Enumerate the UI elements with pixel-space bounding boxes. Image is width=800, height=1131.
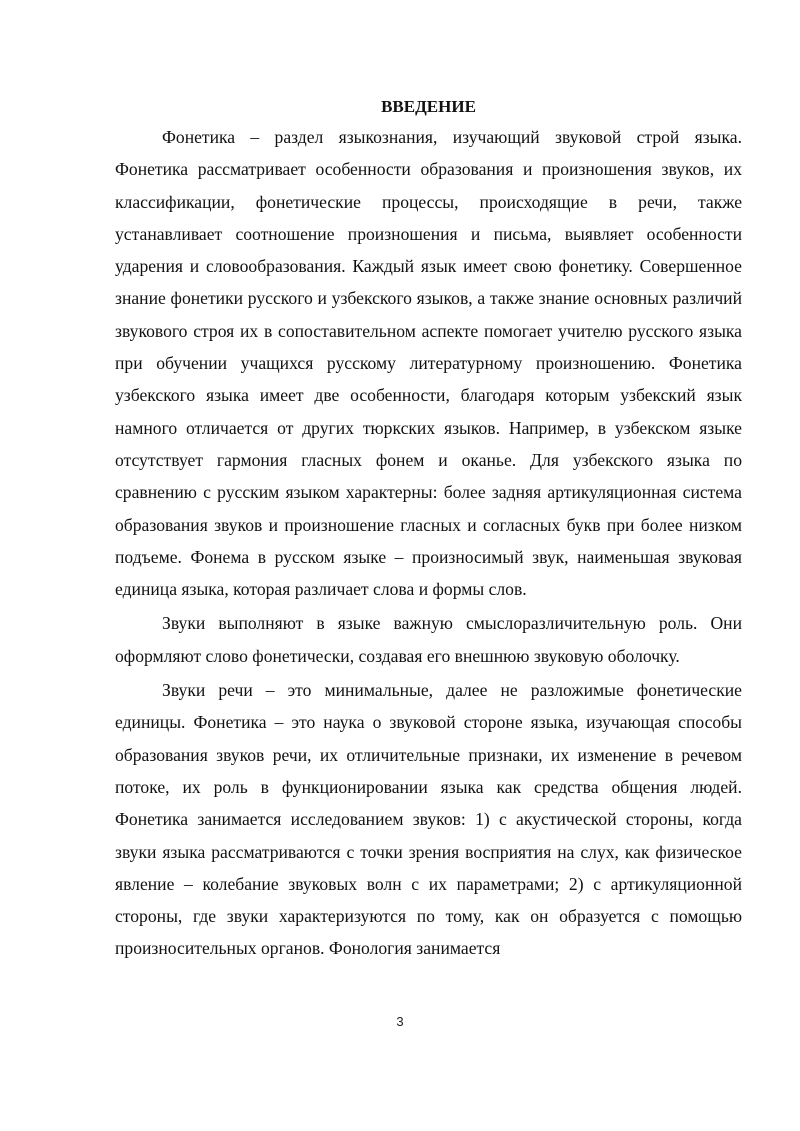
page-number: 3 [396,1014,404,1029]
paragraph-sounds-role: Звуки выполняют в языке важную смыслоразличительную роль. Они оформляют слово фонетически, создавая его внешнюю звуковую оболочку. [115,613,742,666]
paragraph-speech-sounds: Звуки речи – это минимальные, далее не разложимые фонетические единицы. Фонетика – это наука о звуковой стороне языка, изучающая способы образования звуков речи, их отличительные признаки, их изменение в речевом потоке, их роль в функционировании языка как средства общения людей. Фонетика занимается исследованием звуков: 1) с акустической стороны, когда звуки языка рассматриваются с точки зрения восприятия на слух, как физическое явление – колебание звуковых волн с их параметрами; 2) с артикуляционной стороны, где звуки характеризуются по тому, как он образуется с помощью произносительных органов. Фонология занимается [115,680,742,959]
page-content [115,96,742,965]
paragraph-phonetics-intro: Фонетика – раздел языкознания, изучающий звуковой строй языка. Фонетика рассматривает особенности образования и произношения звуков, их классификации, фонетические процессы, происходящие в речи, также устанавливает соотношение произношения и письма, выявляет особенности ударения и словообразования. Каждый язык имеет свою фонетику. Совершенное знание фонетики русского и узбекского языков, а также знание основных различий звукового строя их в сопоставительном аспекте помогает учителю русского языка при обучении учащихся русскому литературному произношению. Фонетика узбекского языка имеет две особенности, благодаря которым узбекский язык намного отличается от других тюркских языков. Например, в узбекском языке отсутствует гармония гласных фонем и оканье. Для узбекского языка по сравнению с русским языком характерны: более задняя артикуляционная система образования звуков и произношение гласных и согласных букв при более низком подъеме. Фонема в русском языке – произносимый звук, наименьшая звуковая единица языка, которая различает слова и формы слов. [115,127,742,600]
section-heading: ВВЕДЕНИЕ [381,97,476,116]
